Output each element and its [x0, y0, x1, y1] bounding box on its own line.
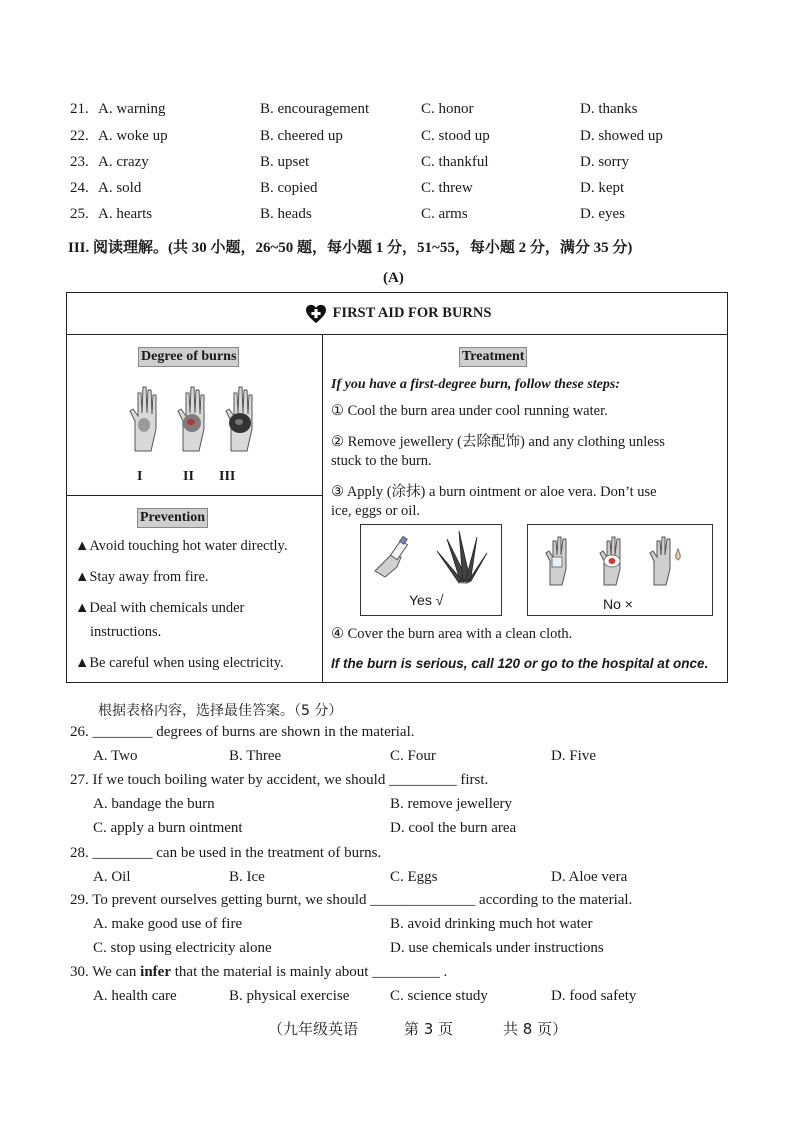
degree-label: III: [219, 469, 236, 484]
option-c: C. threw: [421, 180, 473, 196]
prevention-item: ▲Be careful when using electricity.: [75, 655, 284, 671]
option-b: B. Ice: [229, 869, 265, 885]
option-b: B. cheered up: [260, 128, 343, 144]
option-d: D. eyes: [580, 206, 625, 222]
treatment-step-3: ③ Apply (涂抹) a burn ointment or aloe vera. Don’t use: [331, 484, 657, 500]
question-30-stem: [70, 964, 447, 981]
option-b: B. heads: [260, 206, 312, 222]
footer-total: 共 8 页）: [503, 1020, 568, 1038]
option-b: B. physical exercise: [229, 988, 350, 1004]
option-a: A. sold: [98, 180, 142, 196]
option-d: D. Five: [551, 748, 596, 764]
option-row-25: [0, 206, 794, 228]
section-heading: III. 阅读理解。(共 30 小题，26~50 题，每小题 1 分，51~55，每小题 2 分，满分 35 分): [68, 240, 633, 256]
option-b: B. Three: [229, 748, 282, 764]
option-c: C. arms: [421, 206, 468, 222]
option-d: D. showed up: [580, 128, 663, 144]
option-a: A. make good use of fire: [93, 916, 243, 932]
option-b: B. encouragement: [260, 101, 370, 117]
option-c: C. stood up: [421, 128, 490, 144]
stem-text: 26.: [70, 724, 93, 740]
option-c: C. thankful: [421, 154, 489, 170]
burn-core: [235, 419, 243, 425]
treatment-step-2-cont: stuck to the burn.: [331, 453, 432, 469]
option-c: C. science study: [390, 988, 488, 1004]
question-number: 24.: [70, 180, 89, 196]
no-image-box: [527, 524, 713, 616]
table-divider: [67, 495, 322, 496]
stem-text: degrees of burns are shown in the material.: [152, 724, 415, 740]
option-b: B. avoid drinking much hot water: [390, 916, 593, 932]
option-d: D. thanks: [580, 101, 638, 117]
option-b: B. copied: [260, 180, 318, 196]
option-d: D. Aloe vera: [551, 869, 628, 885]
treatment-intro: If you have a first-degree burn, follow these steps:: [331, 377, 620, 392]
option-a: A. hearts: [98, 206, 153, 222]
prevention-item: ▲Stay away from fire.: [75, 569, 209, 585]
option-a: A. warning: [98, 101, 166, 117]
option-d: D. sorry: [580, 154, 630, 170]
passage-label: (A): [383, 270, 404, 286]
option-d: D. use chemicals under instructions: [390, 940, 604, 956]
option-d: D. food safety: [551, 988, 637, 1004]
yes-label: Yes √: [409, 592, 444, 608]
stem-text: that the material is mainly about _________ .: [171, 964, 448, 980]
degree-header: Degree of burns: [138, 347, 239, 367]
treatment-header: Treatment: [459, 347, 527, 367]
option-a: A. bandage the burn: [93, 796, 215, 812]
treatment-step-2: ② Remove jewellery (去除配饰) and any clothing unless: [331, 434, 665, 450]
burned-hands-illustration: [127, 381, 277, 453]
option-row-23: [0, 154, 794, 176]
prevention-item: ▲Deal with chemicals under: [75, 600, 245, 616]
treatment-step-4: ④ Cover the burn area with a clean cloth.: [331, 626, 573, 642]
prevention-item: instructions.: [90, 624, 162, 640]
option-a: A. Oil: [93, 869, 131, 885]
option-a: A. Two: [93, 748, 138, 764]
footer-page: 第 3 页: [404, 1020, 454, 1038]
question-27-stem: 27. If we touch boiling water by accident, we should _________ first.: [70, 772, 489, 788]
serious-burn-note: If the burn is serious, call 120 or go to the hospital at once.: [331, 656, 709, 671]
stem-text: 30. We can: [70, 964, 141, 980]
heart-plus-icon: [305, 304, 327, 324]
option-a: A. health care: [93, 988, 177, 1004]
question-number: 25.: [70, 206, 89, 222]
table-divider: [67, 334, 727, 335]
option-row-24: [0, 180, 794, 202]
option-row-21: [0, 101, 794, 123]
stem-keyword: infer: [140, 964, 171, 980]
question-number: 21.: [70, 101, 89, 117]
table-title-bar: [67, 293, 729, 334]
option-b: B. upset: [260, 154, 310, 170]
option-c: C. stop using electricity alone: [93, 940, 272, 956]
treatment-step-1: ① Cool the burn area under cool running water.: [331, 403, 608, 419]
option-c: C. honor: [421, 101, 474, 117]
option-a: A. crazy: [98, 154, 149, 170]
ice-cube: [552, 557, 562, 567]
burn-blister: [187, 419, 195, 425]
option-a: A. woke up: [98, 128, 168, 144]
footer-subject: （九年级英语: [268, 1020, 359, 1038]
option-c: C. apply a burn ointment: [93, 820, 243, 836]
question-26-stem: [70, 724, 415, 741]
no-label: No ×: [603, 596, 633, 612]
instruction: 根据表格内容，选择最佳答案。（5 分）: [98, 703, 343, 719]
degree-label: II: [183, 469, 194, 484]
question-number: 23.: [70, 154, 89, 170]
option-d: D. cool the burn area: [390, 820, 517, 836]
treatment-step-3-cont: ice, eggs or oil.: [331, 503, 420, 519]
option-d: D. kept: [580, 180, 625, 196]
prevention-item: ▲Avoid touching hot water directly.: [75, 538, 288, 554]
prevention-header: Prevention: [137, 508, 208, 528]
question-29-stem: 29. To prevent ourselves getting burnt, we should ______________ according to the material.: [70, 892, 633, 908]
oil-drop: [676, 549, 681, 560]
option-c: C. Four: [390, 748, 436, 764]
degree-label: I: [137, 469, 143, 484]
question-28-stem: 28. ________ can be used in the treatment of burns.: [70, 845, 382, 861]
table-divider: [322, 334, 323, 682]
burn-mark-1: [138, 418, 150, 432]
option-c: C. Eggs: [390, 869, 438, 885]
answer-blank: ________: [92, 724, 153, 740]
first-aid-table: [66, 292, 728, 683]
yes-image-box: [360, 524, 502, 616]
option-b: B. remove jewellery: [390, 796, 513, 812]
ice-egg-oil-icon: [528, 527, 712, 591]
ointment-aloe-icon: [361, 527, 501, 591]
table-title: FIRST AID FOR BURNS: [332, 305, 492, 321]
option-row-22: [0, 128, 794, 150]
question-number: 22.: [70, 128, 89, 144]
egg-yolk: [609, 558, 616, 564]
